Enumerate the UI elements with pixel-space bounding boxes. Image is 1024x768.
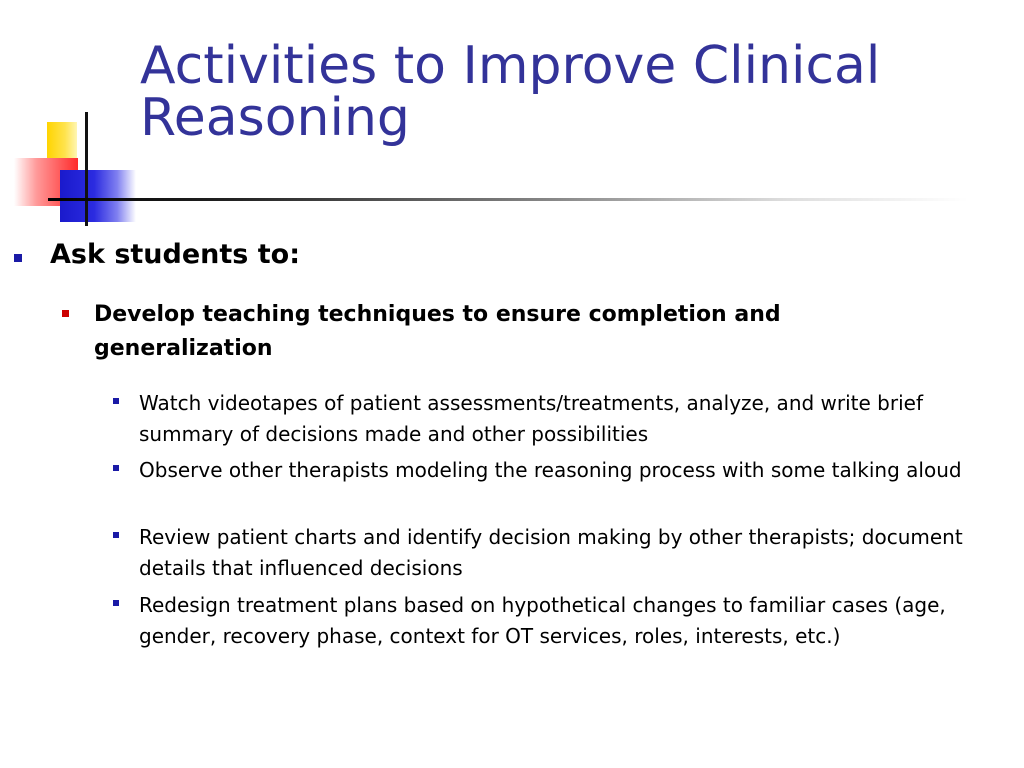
bullet-level2-text: Develop teaching techniques to ensure completion and generalization bbox=[94, 302, 781, 361]
square-bullet-icon bbox=[113, 465, 119, 471]
decorative-vertical-line bbox=[85, 112, 88, 226]
decorative-blue-gradient-block bbox=[60, 170, 136, 222]
bullet-level3-text: Review patient charts and identify decision making by other therapists; document details that influenced decisions bbox=[139, 525, 963, 580]
square-bullet-icon bbox=[113, 532, 119, 538]
square-bullet-icon bbox=[113, 600, 119, 606]
bullet-level1-text: Ask students to: bbox=[50, 239, 301, 270]
square-bullet-icon bbox=[62, 310, 69, 317]
slide-title: Activities to Improve Clinical Reasoning bbox=[140, 36, 881, 148]
square-bullet-icon bbox=[113, 398, 119, 404]
bullet-level3-text: Watch videotapes of patient assessments/treatments, analyze, and write brief summary of decisions made and other possibilities bbox=[139, 391, 924, 446]
square-bullet-icon bbox=[14, 254, 22, 262]
bullet-level3-text: Redesign treatment plans based on hypothetical changes to familiar cases (age, gender, recovery phase, context for OT services, roles, interests, etc.) bbox=[139, 593, 946, 648]
bullet-level3-text: Observe other therapists modeling the reasoning process with some talking aloud bbox=[139, 458, 962, 482]
title-underline-divider bbox=[48, 198, 968, 201]
